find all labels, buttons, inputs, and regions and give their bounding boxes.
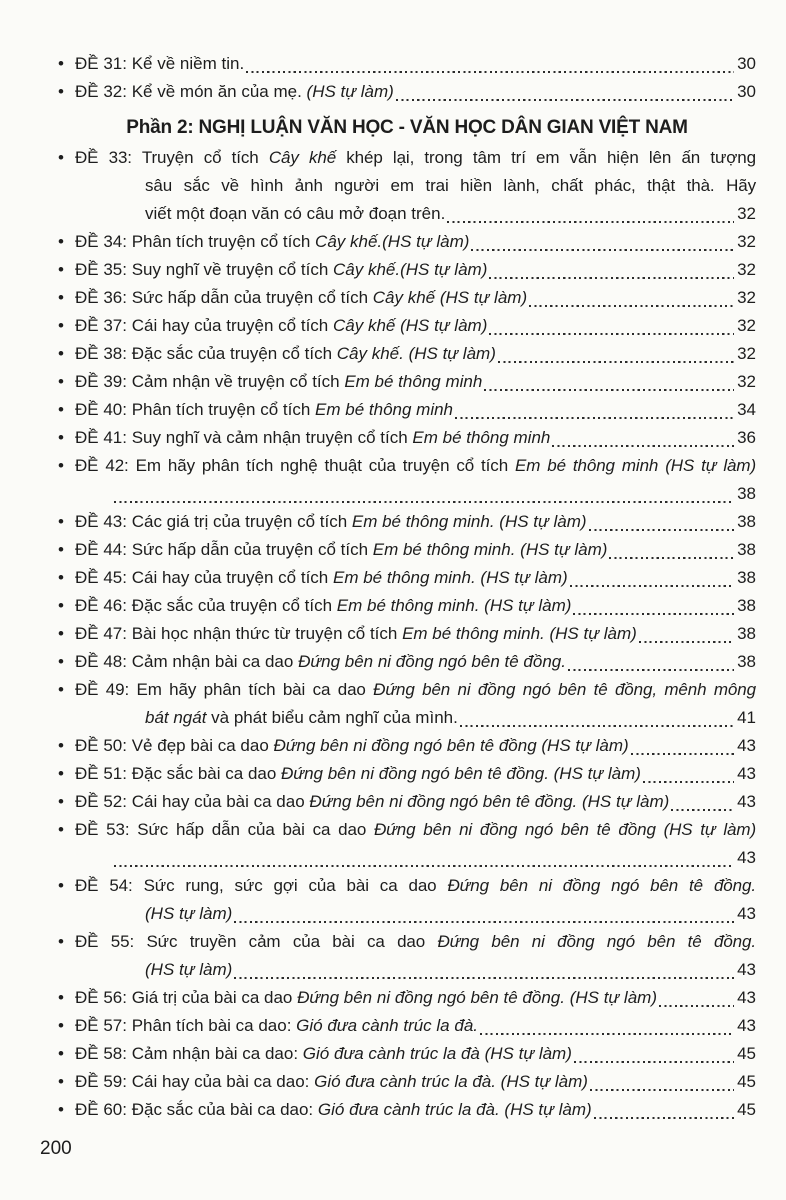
entry-page-number: 32 bbox=[737, 372, 756, 391]
dot-leader bbox=[480, 1033, 734, 1035]
bullet-icon: • bbox=[58, 260, 64, 279]
toc-entry bbox=[58, 760, 756, 788]
entry-label: ĐỀ 53: bbox=[75, 820, 130, 839]
toc-entry bbox=[58, 564, 756, 592]
dot-leader bbox=[529, 305, 734, 307]
entry-label: ĐỀ 34: bbox=[75, 232, 127, 251]
entry-page-number: 32 bbox=[737, 316, 756, 335]
toc-line bbox=[58, 788, 756, 816]
entry-label: ĐỀ 58: bbox=[75, 1044, 127, 1063]
dot-leader bbox=[643, 781, 734, 783]
bullet-icon: • bbox=[58, 316, 64, 335]
toc-entry bbox=[58, 340, 756, 368]
toc-line bbox=[58, 620, 756, 648]
dot-leader bbox=[234, 921, 734, 923]
dot-leader bbox=[594, 1117, 734, 1119]
bullet-icon: • bbox=[58, 400, 64, 419]
toc-line bbox=[58, 984, 756, 1012]
entry-text: ĐỀ 46: Đặc sắc của truyện cổ tích Em bé thông minh. (HS tự làm) bbox=[75, 596, 572, 615]
toc-entry bbox=[58, 424, 756, 452]
dot-leader bbox=[471, 249, 734, 251]
entry-page-number: 43 bbox=[737, 736, 756, 755]
entry-label: ĐỀ 33: bbox=[75, 148, 132, 167]
toc-entry bbox=[58, 256, 756, 284]
toc-line bbox=[58, 732, 756, 760]
entry-text: ĐỀ 42: Em hãy phân tích nghệ thuật của truyện cổ tích Em bé thông minh (HS tự làm) bbox=[75, 456, 757, 475]
entry-label: ĐỀ 56: bbox=[75, 988, 127, 1007]
entry-label: ĐỀ 50: bbox=[75, 736, 127, 755]
toc-entry bbox=[58, 648, 756, 676]
entry-page-number: 43 bbox=[737, 792, 756, 811]
section-heading: Phần 2: NGHỊ LUẬN VĂN HỌC - VĂN HỌC DÂN GIAN VIỆT NAM bbox=[126, 117, 688, 138]
toc-entry bbox=[58, 396, 756, 424]
entry-text: ĐỀ 43: Các giá trị của truyện cổ tích Em bé thông minh. (HS tự làm) bbox=[75, 512, 587, 531]
entry-page-number: 32 bbox=[737, 232, 756, 251]
dot-leader bbox=[498, 361, 734, 363]
entry-page-number: 45 bbox=[737, 1100, 756, 1119]
bullet-icon: • bbox=[58, 54, 64, 73]
toc-line bbox=[58, 508, 756, 536]
dot-leader bbox=[246, 71, 734, 73]
bullet-icon: • bbox=[58, 736, 64, 755]
toc-entry bbox=[58, 788, 756, 816]
toc-entry bbox=[58, 676, 756, 732]
entry-page-number: 32 bbox=[737, 260, 756, 279]
entry-label: ĐỀ 44: bbox=[75, 540, 127, 559]
dot-leader bbox=[396, 99, 734, 101]
bullet-icon: • bbox=[58, 456, 64, 475]
entry-page-number: 45 bbox=[737, 1072, 756, 1091]
dot-leader bbox=[568, 669, 734, 671]
entry-text: ĐỀ 60: Đặc sắc của bài ca dao: Gió đưa cành trúc la đà. (HS tự làm) bbox=[75, 1100, 592, 1119]
bullet-icon: • bbox=[58, 1016, 64, 1035]
toc-line bbox=[58, 1096, 756, 1124]
entry-page-number: 30 bbox=[737, 54, 756, 73]
entry-label: ĐỀ 31: bbox=[75, 54, 127, 73]
toc-line bbox=[58, 396, 756, 424]
toc-line bbox=[112, 844, 756, 872]
entry-label: ĐỀ 39: bbox=[75, 372, 127, 391]
dot-leader bbox=[484, 389, 734, 391]
bullet-icon: • bbox=[58, 988, 64, 1007]
entry-text: viết một đoạn văn có câu mở đoạn trên. bbox=[145, 204, 446, 223]
entry-text: ĐỀ 52: Cái hay của bài ca dao Đứng bên ni đồng ngó bên tê đồng. (HS tự làm) bbox=[75, 792, 670, 811]
toc-entry bbox=[58, 78, 756, 106]
entry-label: ĐỀ 49: bbox=[75, 680, 130, 699]
entry-label: ĐỀ 42: bbox=[75, 456, 129, 475]
entry-label: ĐỀ 54: bbox=[75, 876, 133, 895]
entry-label: ĐỀ 47: bbox=[75, 624, 127, 643]
toc-entry bbox=[58, 592, 756, 620]
bullet-icon: • bbox=[58, 568, 64, 587]
bullet-icon: • bbox=[58, 652, 64, 671]
toc-line bbox=[112, 480, 756, 508]
toc-line bbox=[58, 424, 756, 452]
entry-text: ĐỀ 40: Phân tích truyện cổ tích Em bé thông minh bbox=[75, 400, 454, 419]
bullet-icon: • bbox=[58, 1072, 64, 1091]
toc-entry bbox=[58, 144, 756, 228]
toc-entry bbox=[58, 284, 756, 312]
toc-list bbox=[58, 50, 756, 1124]
toc-line bbox=[58, 1012, 756, 1040]
bullet-icon: • bbox=[58, 540, 64, 559]
bullet-icon: • bbox=[58, 596, 64, 615]
entry-text: ĐỀ 55: Sức truyền cảm của bài ca dao Đứng bên ni đồng ngó bên tê đồng. bbox=[75, 932, 757, 951]
toc-line bbox=[58, 144, 756, 172]
entry-page-number: 41 bbox=[737, 708, 756, 727]
toc-line bbox=[58, 760, 756, 788]
dot-leader bbox=[589, 529, 735, 531]
entry-page-number: 30 bbox=[737, 82, 756, 101]
toc-line bbox=[58, 648, 756, 676]
entry-text: ĐỀ 38: Đặc sắc của truyện cổ tích Cây khế. (HS tự làm) bbox=[75, 344, 496, 363]
toc-line bbox=[58, 816, 756, 844]
entry-text: (HS tự làm) bbox=[145, 960, 233, 979]
toc-entry bbox=[58, 732, 756, 760]
entry-page-number: 38 bbox=[737, 540, 756, 559]
bullet-icon: • bbox=[58, 232, 64, 251]
toc-line bbox=[58, 1068, 756, 1096]
dot-leader bbox=[447, 221, 734, 223]
entry-text: ĐỀ 37: Cái hay của truyện cổ tích Cây khế (HS tự làm) bbox=[75, 316, 488, 335]
toc-line bbox=[145, 172, 756, 200]
entry-text: ĐỀ 56: Giá trị của bài ca dao Đứng bên ni đồng ngó bên tê đồng. (HS tự làm) bbox=[75, 988, 657, 1007]
toc-entry bbox=[58, 872, 756, 928]
entry-text: ĐỀ 47: Bài học nhận thức từ truyện cổ tích Em bé thông minh. (HS tự làm) bbox=[75, 624, 637, 643]
entry-text: ĐỀ 33: Truyện cổ tích Cây khế khép lại, trong tâm trí em vẫn hiện lên ấn tượng bbox=[75, 148, 756, 167]
toc-entry bbox=[58, 984, 756, 1012]
toc-line bbox=[58, 228, 756, 256]
entry-page-number: 32 bbox=[737, 204, 756, 223]
toc-line bbox=[145, 200, 756, 228]
entry-label: ĐỀ 32: bbox=[75, 82, 127, 101]
entry-label: ĐỀ 55: bbox=[75, 932, 135, 951]
dot-leader bbox=[455, 417, 734, 419]
toc-line bbox=[145, 956, 756, 984]
toc-line bbox=[58, 1040, 756, 1068]
bullet-icon: • bbox=[58, 1100, 64, 1119]
entry-label: ĐỀ 37: bbox=[75, 316, 127, 335]
entry-label: ĐỀ 35: bbox=[75, 260, 127, 279]
entry-text: ĐỀ 50: Vẻ đẹp bài ca dao Đứng bên ni đồng ngó bên tê đồng (HS tự làm) bbox=[75, 736, 629, 755]
entry-page-number: 45 bbox=[737, 1044, 756, 1063]
dot-leader bbox=[659, 1005, 734, 1007]
bullet-icon: • bbox=[58, 624, 64, 643]
bullet-icon: • bbox=[58, 288, 64, 307]
toc-entry bbox=[58, 536, 756, 564]
dot-leader bbox=[609, 557, 734, 559]
dot-leader bbox=[570, 585, 734, 587]
toc-entry bbox=[58, 228, 756, 256]
entry-text: ĐỀ 58: Cảm nhận bài ca dao: Gió đưa cành trúc la đà (HS tự làm) bbox=[75, 1044, 572, 1063]
entry-label: ĐỀ 45: bbox=[75, 568, 127, 587]
toc-entry bbox=[58, 312, 756, 340]
entry-page-number: 32 bbox=[737, 344, 756, 363]
toc-entry bbox=[58, 1068, 756, 1096]
entry-page-number: 43 bbox=[737, 1016, 756, 1035]
entry-page-number: 38 bbox=[737, 484, 756, 503]
bullet-icon: • bbox=[58, 764, 64, 783]
entry-label: ĐỀ 46: bbox=[75, 596, 127, 615]
toc-line bbox=[58, 256, 756, 284]
toc-entry bbox=[58, 620, 756, 648]
entry-page-number: 38 bbox=[737, 624, 756, 643]
entry-text: ĐỀ 51: Đặc sắc bài ca dao Đứng bên ni đồng ngó bên tê đồng. (HS tự làm) bbox=[75, 764, 641, 783]
entry-text: ĐỀ 34: Phân tích truyện cổ tích Cây khế.(HS tự làm) bbox=[75, 232, 470, 251]
entry-page-number: 38 bbox=[737, 596, 756, 615]
dot-leader bbox=[114, 865, 734, 867]
entry-label: ĐỀ 36: bbox=[75, 288, 127, 307]
entry-label: ĐỀ 60: bbox=[75, 1100, 127, 1119]
entry-label: ĐỀ 43: bbox=[75, 512, 127, 531]
entry-page-number: 38 bbox=[737, 512, 756, 531]
dot-leader bbox=[234, 977, 734, 979]
entry-label: ĐỀ 52: bbox=[75, 792, 127, 811]
toc-entry bbox=[58, 508, 756, 536]
entry-label: ĐỀ 48: bbox=[75, 652, 127, 671]
toc-line bbox=[58, 312, 756, 340]
toc-line bbox=[58, 368, 756, 396]
bullet-icon: • bbox=[58, 428, 64, 447]
bullet-icon: • bbox=[58, 792, 64, 811]
dot-leader bbox=[639, 641, 734, 643]
dot-leader bbox=[552, 445, 734, 447]
toc-line bbox=[58, 452, 756, 480]
entry-text: ĐỀ 35: Suy nghĩ về truyện cổ tích Cây khế.(HS tự làm) bbox=[75, 260, 488, 279]
toc-line bbox=[58, 928, 756, 956]
dot-leader bbox=[631, 753, 734, 755]
dot-leader bbox=[489, 333, 734, 335]
toc-entry bbox=[58, 50, 756, 78]
toc-line bbox=[145, 704, 756, 732]
entry-page-number: 43 bbox=[737, 848, 756, 867]
bullet-icon: • bbox=[58, 1044, 64, 1063]
toc-entry bbox=[58, 452, 756, 508]
dot-leader bbox=[460, 725, 734, 727]
entry-text: ĐỀ 54: Sức rung, sức gợi của bài ca dao Đứng bên ni đồng ngó bên tê đồng. bbox=[75, 876, 756, 895]
toc-line bbox=[58, 50, 756, 78]
entry-page-number: 43 bbox=[737, 960, 756, 979]
toc-line bbox=[58, 536, 756, 564]
toc-line bbox=[58, 284, 756, 312]
entry-text: ĐỀ 57: Phân tích bài ca dao: Gió đưa cành trúc la đà. bbox=[75, 1016, 478, 1035]
toc-entry bbox=[58, 1096, 756, 1124]
entry-label: ĐỀ 38: bbox=[75, 344, 127, 363]
toc-line bbox=[58, 592, 756, 620]
entry-label: ĐỀ 57: bbox=[75, 1016, 127, 1035]
bullet-icon: • bbox=[58, 344, 64, 363]
toc-line bbox=[58, 564, 756, 592]
bullet-icon: • bbox=[58, 876, 64, 895]
toc-line bbox=[58, 340, 756, 368]
bullet-icon: • bbox=[58, 820, 64, 839]
entry-page-number: 34 bbox=[737, 400, 756, 419]
dot-leader bbox=[114, 501, 734, 503]
entry-label: ĐỀ 59: bbox=[75, 1072, 127, 1091]
entry-page-number: 43 bbox=[737, 988, 756, 1007]
toc-entry bbox=[58, 816, 756, 872]
entry-label: ĐỀ 51: bbox=[75, 764, 127, 783]
dot-leader bbox=[489, 277, 734, 279]
bullet-icon: • bbox=[58, 512, 64, 531]
bullet-icon: • bbox=[58, 82, 64, 101]
page-content bbox=[40, 50, 756, 1124]
toc-entry bbox=[58, 1040, 756, 1068]
bullet-icon: • bbox=[58, 372, 64, 391]
entry-text: bát ngát và phát biểu cảm nghĩ của mình. bbox=[145, 708, 458, 727]
toc-line bbox=[145, 900, 756, 928]
entry-text: ĐỀ 49: Em hãy phân tích bài ca dao Đứng bên ni đồng ngó bên tê đồng, mênh mông bbox=[75, 680, 756, 699]
entry-text: ĐỀ 31: Kể về niềm tin. bbox=[75, 54, 245, 73]
dot-leader bbox=[574, 1061, 734, 1063]
bullet-icon: • bbox=[58, 148, 64, 167]
page-number-footer: 200 bbox=[40, 1138, 72, 1159]
entry-text: (HS tự làm) bbox=[145, 904, 233, 923]
entry-page-number: 43 bbox=[737, 764, 756, 783]
toc-line bbox=[58, 872, 756, 900]
entry-page-number: 43 bbox=[737, 904, 756, 923]
bullet-icon: • bbox=[58, 932, 64, 951]
entry-text: ĐỀ 32: Kể về món ăn của mẹ. (HS tự làm) bbox=[75, 82, 394, 101]
entry-text: ĐỀ 59: Cái hay của bài ca dao: Gió đưa cành trúc la đà. (HS tự làm) bbox=[75, 1072, 588, 1091]
entry-label: ĐỀ 40: bbox=[75, 400, 127, 419]
bullet-icon: • bbox=[58, 680, 64, 699]
toc-entry bbox=[58, 1012, 756, 1040]
entry-text: ĐỀ 39: Cảm nhận về truyện cổ tích Em bé thông minh bbox=[75, 372, 483, 391]
entry-text: ĐỀ 45: Cái hay của truyện cổ tích Em bé thông minh. (HS tự làm) bbox=[75, 568, 568, 587]
dot-leader bbox=[590, 1089, 734, 1091]
entry-text: ĐỀ 48: Cảm nhận bài ca dao Đứng bên ni đồng ngó bên tê đồng. bbox=[75, 652, 566, 671]
toc-entry bbox=[58, 368, 756, 396]
toc-entry bbox=[58, 928, 756, 984]
entry-text: ĐỀ 44: Sức hấp dẫn của truyện cổ tích Em bé thông minh. (HS tự làm) bbox=[75, 540, 608, 559]
entry-page-number: 36 bbox=[737, 428, 756, 447]
entry-text: sâu sắc về hình ảnh người em trai hiền lành, chất phác, thật thà. Hãy bbox=[145, 176, 756, 195]
entry-text: ĐỀ 53: Sức hấp dẫn của bài ca dao Đứng bên ni đồng ngó bên tê đồng (HS tự làm) bbox=[75, 820, 757, 839]
dot-leader bbox=[671, 809, 734, 811]
entry-text: ĐỀ 41: Suy nghĩ và cảm nhận truyện cổ tích Em bé thông minh bbox=[75, 428, 551, 447]
entry-label: ĐỀ 41: bbox=[75, 428, 127, 447]
dot-leader bbox=[573, 613, 734, 615]
toc-line bbox=[58, 78, 756, 106]
entry-text: ĐỀ 36: Sức hấp dẫn của truyện cổ tích Cây khế (HS tự làm) bbox=[75, 288, 528, 307]
toc-line bbox=[58, 676, 756, 704]
entry-page-number: 38 bbox=[737, 568, 756, 587]
entry-page-number: 32 bbox=[737, 288, 756, 307]
entry-page-number: 38 bbox=[737, 652, 756, 671]
